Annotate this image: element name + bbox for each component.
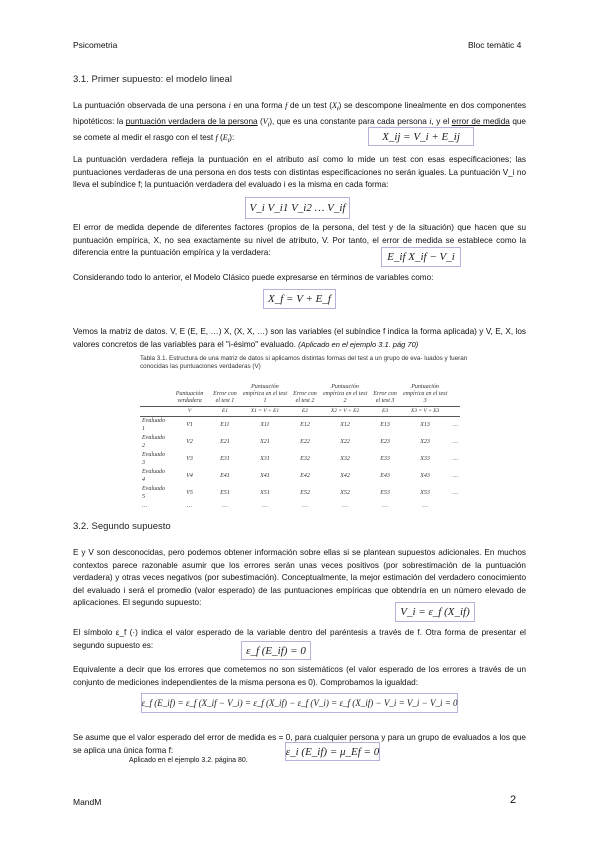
table-header-cell	[140, 383, 169, 407]
formula-true-score-invariance: V_i V_i1 V_i2 … V_if	[245, 197, 350, 219]
section2-paragraph-4: Se asume que el valor esperado del error de medida es = 0, para cualquier persona y para un grupo de evaluados a los que se aplica una única forma f:	[73, 733, 526, 755]
table-subheader-cell: E3	[371, 407, 400, 417]
formula-observed-score: X_ij = V_i + E_ij	[368, 127, 474, 146]
table-cell: E23	[380, 438, 390, 445]
table-subheader-cell: X1 = V + E1	[239, 407, 290, 417]
table-cell: V2	[186, 438, 193, 445]
table-header-cell: Puntuación empírica en el test 1	[242, 384, 288, 404]
table-cell: …	[222, 502, 228, 509]
table-cell: E53	[380, 489, 390, 496]
table-row	[140, 416, 460, 434]
table-cell: V3	[186, 455, 193, 462]
table-cell: X32	[340, 455, 350, 462]
table-cell: X12	[340, 421, 350, 428]
table-header-cell: Puntuación verdadera	[175, 391, 204, 404]
table-cell: …	[186, 502, 193, 509]
table-cell: …	[452, 489, 458, 496]
table-cell: X21	[260, 438, 270, 445]
table-cell: E41	[220, 472, 230, 479]
table-header-cell: Error con el test 1	[213, 391, 237, 404]
table-cell: …	[452, 421, 458, 428]
table-cell: E21	[220, 438, 230, 445]
section1-paragraph-1: La puntuación observada de una persona i en una forma f de un test $(X_i)$ se descompone linealmente en dos componentes hipotéticos: la puntuación verdadera de la persona $(V_i)$, que es una constante para cada persona i, y el error de medida que se comete al medir el rasgo con el test f $(E_i)$:	[73, 101, 526, 146]
table-cell: E33	[380, 455, 390, 462]
table-subheader-cell	[451, 407, 460, 417]
table-subheader-cell: E1	[210, 407, 239, 417]
data-matrix-table	[140, 383, 460, 510]
header-right: Bloc temàtic 4	[468, 40, 522, 50]
section2-paragraph-1: E y V son desconocidas, pero podemos obtener información sobre ellas si se plantean supuestos adicionales. En muchos contextos parece razonable asumir que los errores serán unas veces positivos (por sobrestimación de la puntuación verdadera) y otras veces negativos (por subestimación). Conceptualmente, la mejor estimación del verdadero conocimiento del evaluado i será el promedio (valor esperado) de las puntuaciones empíricas que obtendría en un número elevado de aplicaciones. El segundo supuesto:	[73, 548, 526, 608]
formula-error-definition: E_if X_if − V_i	[381, 247, 461, 267]
table-cell: …	[422, 502, 428, 509]
table-subheader-cell: E2	[290, 407, 319, 417]
table-cell: E11	[220, 421, 230, 428]
table-cell: …	[302, 502, 308, 509]
table-cell: V1	[186, 421, 193, 428]
section2-paragraph-3: Equivalente a decir que los errores que cometemos no son sistemáticos (el valor esperado de los errores a través de un conjunto de mediciones independientes de la misma persona es 0). Comprobamos la igualdad:	[73, 665, 526, 687]
header-left: Psicometria	[73, 40, 118, 50]
table-caption: Tabla 3.1. Estructura de una matriz de datos si aplicamos distintas formas del test a un grupo de eva- luados y fueran conocidas las puntuaciones verdaderas (V)	[140, 355, 468, 370]
table-cell: X51	[260, 489, 270, 496]
table-row	[140, 468, 460, 485]
table-cell: X11	[260, 421, 270, 428]
table-cell: E31	[220, 455, 230, 462]
table-cell: …	[342, 502, 348, 509]
table-subheader-row	[140, 407, 460, 417]
table-cell: Evaluado 3	[142, 451, 165, 466]
table-cell: Evaluado 5	[142, 485, 165, 500]
table-cell: Evaluado 2	[142, 434, 165, 449]
table-subheader-cell: V	[169, 407, 211, 417]
table-cell: X52	[340, 489, 350, 496]
example-note: Aplicado en el ejemplo 3.2. página 80.	[129, 757, 248, 764]
section1-title: 3.1. Primer supuesto: el modelo lineal	[73, 74, 232, 85]
formula-classical-model: X_f = V + E_f	[263, 289, 336, 309]
footer-left: MandM	[73, 797, 102, 807]
formula-zero-expected-error: ε_f (E_if) = 0	[241, 641, 311, 660]
page-number: 2	[510, 794, 517, 806]
table-header-cell	[451, 383, 460, 407]
table-cell	[451, 502, 460, 511]
table-cell: …	[142, 502, 148, 509]
table-cell: X53	[420, 489, 430, 496]
table-cell: X42	[340, 472, 350, 479]
table-cell: X13	[420, 421, 430, 428]
table-header-cell: Puntuación empírica en el test 2	[322, 384, 368, 404]
table-cell: Evaluado 4	[142, 468, 165, 483]
table-cell: E43	[380, 472, 390, 479]
table-cell: V5	[186, 489, 193, 496]
table-cell: E52	[300, 489, 310, 496]
table-row	[140, 485, 460, 502]
section2-title: 3.2. Segundo supuesto	[73, 521, 171, 532]
table-cell: X31	[260, 455, 270, 462]
table-cell: X41	[260, 472, 270, 479]
table-header-cell: Error con el test 3	[373, 391, 397, 404]
formula-equality-check: ε_f (E_if) = ε_f (X_if − V_i) = ε_f (X_if) − ε_f (V_i) = ε_f (X_if) − V_i = V_i − V_i = 0	[141, 693, 458, 713]
table-cell: E32	[300, 455, 310, 462]
table-subheader-cell	[140, 407, 169, 417]
section1-paragraph-3: El error de medida depende de diferentes factores (propios de la persona, del test y de la situación) que hacen que su puntuación empírica, X, no sea exactamente su nivel de atributo, V. Por tanto, el error de medida se establece como la diferencia entre la puntuación empírica y la verdadera:	[73, 223, 526, 258]
section1-paragraph-4: Considerando todo lo anterior, el Modelo Clásico puede expresarse en términos de variables como:	[73, 273, 434, 282]
table-cell: E12	[300, 421, 310, 428]
table-cell: …	[382, 502, 388, 509]
section1-paragraph-5: Vemos la matriz de datos. V, E (E, E, …) X, (X, X, …) son las variables (el subíndice f indica la forma aplicada) y V, E, X, los valores concretos de las variables para el "i-ésimo" evaluado. (Aplicado en el ejemplo 3.1. pág 70)	[73, 327, 526, 349]
table-cell: E13	[380, 421, 390, 428]
table-cell: X22	[340, 438, 350, 445]
table-cell: X43	[420, 472, 430, 479]
table-header-row	[140, 383, 460, 407]
table-cell: X23	[420, 438, 430, 445]
section1-paragraph-2: La puntuación verdadera refleja la puntuación en el atributo así como lo mide un test con esas especificaciones; las puntuaciones verdaderas de una persona en dos tests con distintas especificaciones no serán iguales. La puntuación V_i no lleva el subíndice f; la puntuación verdadera del evaluado i es la misma en cada forma:	[73, 155, 526, 190]
table-subheader-cell: X2 = V + E2	[320, 407, 371, 417]
table-header-cell: Error con el test 2	[293, 391, 317, 404]
table-cell: E51	[220, 489, 230, 496]
table-cell: E42	[300, 472, 310, 479]
table-cell: V4	[186, 472, 193, 479]
table-cell: Evaluado 1	[142, 417, 165, 432]
table-row	[140, 502, 460, 511]
table-cell: …	[452, 472, 458, 479]
formula-group-error: ε_i (E_if) = μ_Ef = 0	[285, 742, 380, 761]
table-cell: E22	[300, 438, 310, 445]
formula-expected-value: V_i = ε_f (X_if)	[395, 602, 475, 622]
table-cell: …	[452, 455, 458, 462]
section2-paragraph-2: El símbolo ε_f (·) indica el valor esperado de la variable dentro del paréntesis a través de f. Otra forma de presentar el segundo supuesto es:	[73, 628, 526, 650]
table-subheader-cell: X3 = V + E3	[400, 407, 451, 417]
table-cell: …	[452, 438, 458, 445]
table-cell: …	[262, 502, 268, 509]
table-row	[140, 451, 460, 468]
table-header-cell: Puntuación empírica en el test 3	[403, 384, 448, 404]
table-row	[140, 434, 460, 451]
table-cell: X33	[420, 455, 430, 462]
